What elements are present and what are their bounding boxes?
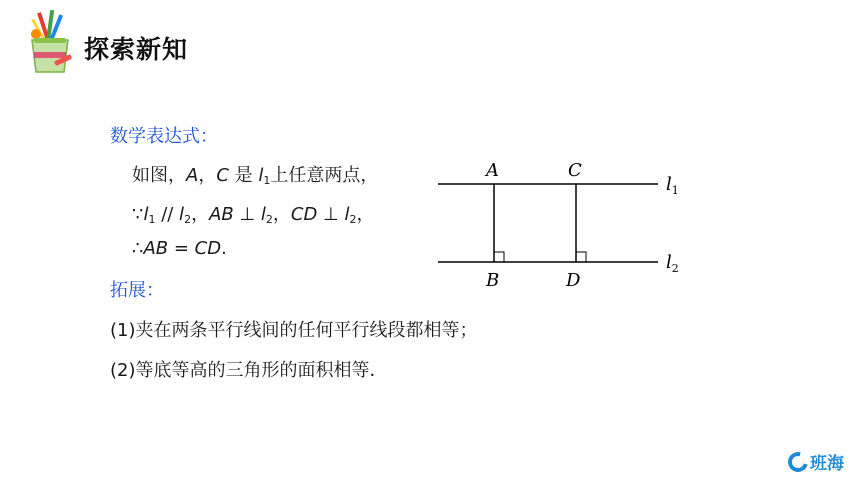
- line-l-text: l: [258, 165, 264, 186]
- right-angle-mark-B: [494, 252, 504, 262]
- because-symbol: ∵: [132, 204, 144, 225]
- equals-symbol: =: [168, 238, 195, 259]
- AB-text: AB: [143, 238, 169, 259]
- extension-item-2: (2)等底等高的三角形的面积相等．: [110, 360, 388, 381]
- pencil-cup-icon: [24, 8, 76, 78]
- comma: ，: [191, 204, 210, 225]
- label-C: C: [568, 160, 582, 181]
- statement-line-3: [132, 238, 227, 259]
- extension-item-1: (1)夹在两条平行线间的任何平行线段都相等；: [110, 320, 478, 341]
- period: .: [221, 238, 227, 259]
- CD-text: CD: [194, 238, 222, 259]
- label-l2-letter: l: [666, 252, 672, 273]
- parallel-symbol: //: [155, 204, 180, 225]
- AB-text: AB: [209, 204, 234, 225]
- line1-sep: ，: [198, 165, 217, 186]
- label-B: B: [486, 270, 500, 291]
- l1-text: l: [143, 204, 149, 225]
- right-angle-mark-D: [576, 252, 586, 262]
- banhai-logo-icon: [784, 448, 811, 475]
- l2-subscript: 2: [265, 213, 273, 226]
- label-D: D: [566, 270, 581, 291]
- l2-subscript: 2: [349, 213, 357, 226]
- l2-subscript: 2: [184, 213, 192, 226]
- extension-heading: 拓展：: [110, 280, 164, 301]
- l2-text: l: [344, 204, 350, 225]
- point-C-text: C: [216, 165, 229, 186]
- parallel-lines-figure: [430, 150, 690, 295]
- label-l1-subscript: 1: [671, 184, 679, 197]
- perp-symbol: ⊥: [233, 204, 261, 225]
- statement-line-1: [132, 161, 378, 187]
- comma: ，: [272, 204, 291, 225]
- point-A-text: A: [186, 165, 199, 186]
- page-title: 探索新知: [84, 35, 189, 64]
- label-l2: [666, 252, 679, 275]
- line1-pre: 如图，: [132, 165, 186, 186]
- label-l2-subscript: 2: [671, 262, 679, 275]
- statement-line-2: [132, 200, 374, 226]
- CD-text: CD: [290, 204, 318, 225]
- perp-symbol: ⊥: [317, 204, 345, 225]
- therefore-symbol: ∴: [132, 238, 144, 259]
- label-l1: [666, 174, 679, 197]
- label-A: A: [486, 160, 499, 181]
- math-expression-heading: 数学表达式：: [110, 126, 218, 147]
- l2-text: l: [179, 204, 185, 225]
- banhai-logo: [788, 449, 844, 474]
- label-l1-letter: l: [666, 174, 672, 195]
- line1-post: 上任意两点，: [270, 165, 379, 186]
- l1-subscript: 1: [148, 213, 156, 226]
- line1-mid: 是: [228, 165, 259, 186]
- l2-text: l: [260, 204, 266, 225]
- logo-text: 班海: [810, 454, 844, 474]
- line-l-subscript: 1: [263, 174, 271, 187]
- comma: ，: [356, 204, 375, 225]
